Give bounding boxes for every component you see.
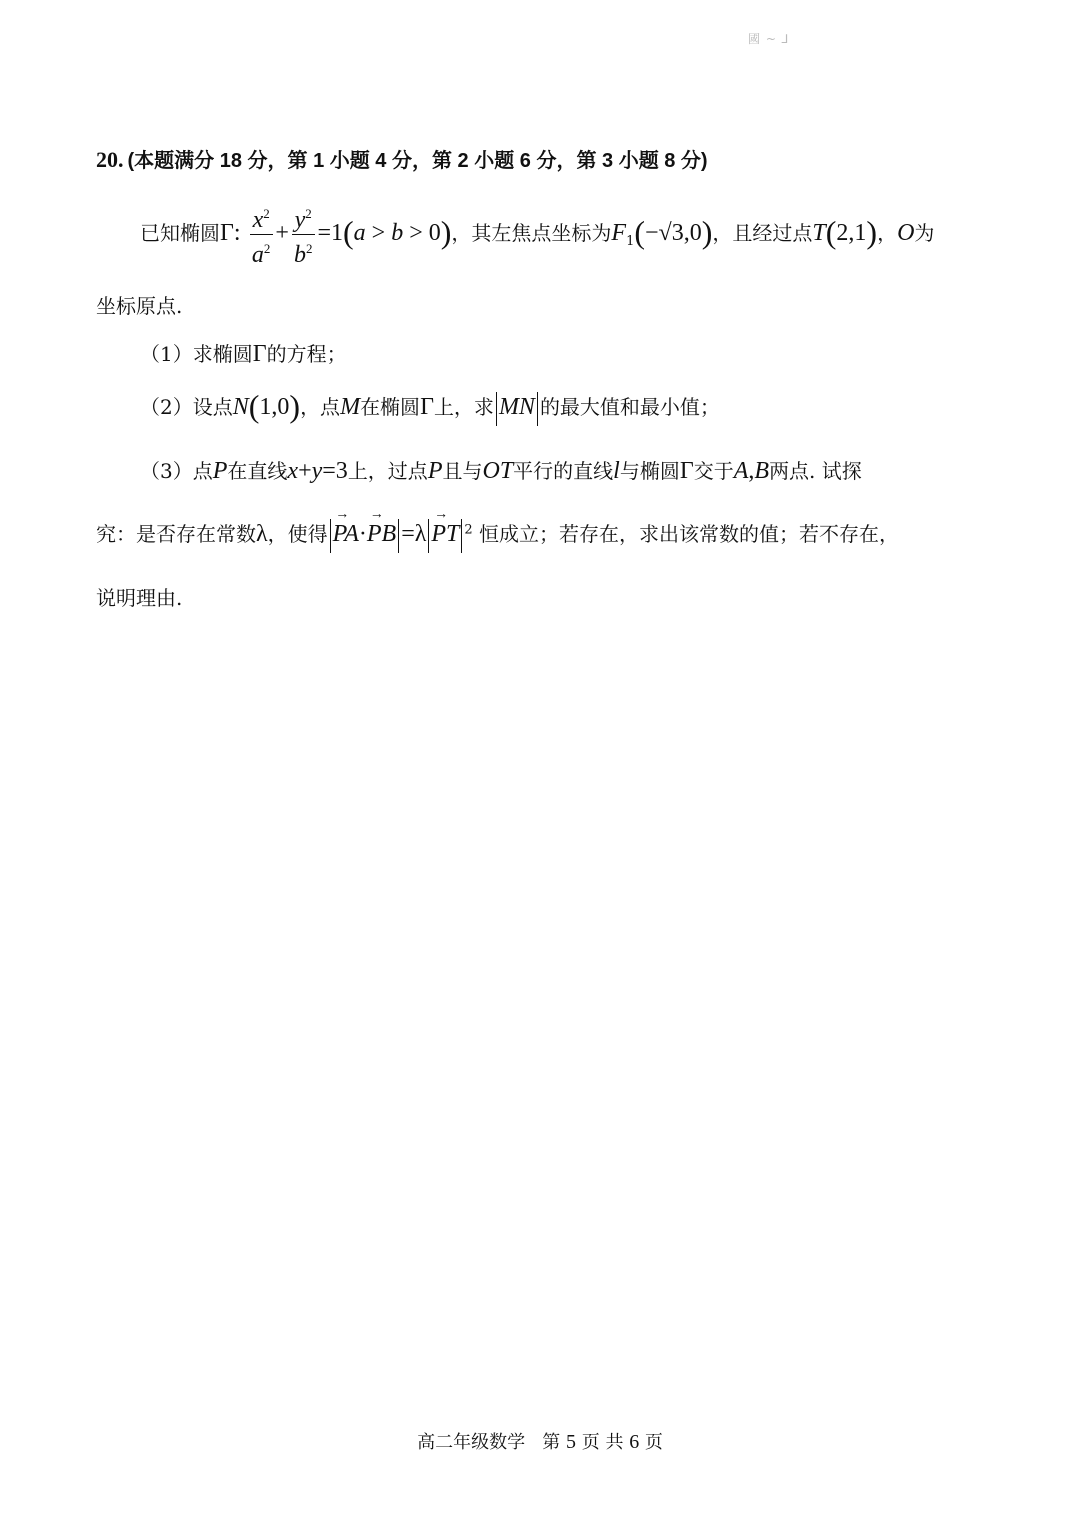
part-2: （2）设点N(1,0)，点M在椭圆Γ上，求 MN 的最大值和最小值； — [140, 388, 720, 424]
scoring-note: (本题满分 18 分，第 1 小题 4 分，第 2 小题 6 分，第 3 小题 8 分) — [127, 150, 708, 172]
question-number: 20. — [96, 147, 124, 172]
question-header — [96, 144, 708, 173]
corner-mark: 國 ~ ⅃ — [748, 32, 790, 46]
part-3-line-2: 究：是否存在常数λ，使得 PA →·PB → =λ PT → $^2$ 恒成立；若存在，求出该常数的值；若不存在， — [96, 518, 899, 553]
intro-line: 已知椭圆Γ: $\frac{x^2}{a^2}$ + $\frac{y^2}{b^2}$ =1(a > b > 0)，其左焦点坐标为$F_1(-√3,0)$，且经过点T(2,1)，O为 — [140, 200, 934, 269]
page-footer: 高二年级数学 第 5 页 共 6 页 — [417, 1431, 663, 1453]
part-3: （3）点P在直线x+y=3上，过点P且与OT平行的直线l与椭圆Γ交于A,B两点. 试探 — [140, 458, 862, 484]
part-1: （1）求椭圆Γ的方程； — [140, 341, 347, 367]
fraction-y2-b2: $\frac{y^2}{b^2}$ — [291, 200, 316, 269]
fraction-x2-a2: $\frac{x^2}{a^2}$ — [249, 200, 274, 269]
part-3-line-3: 说明理由. — [96, 586, 183, 610]
intro-line-2: 坐标原点. — [96, 294, 183, 318]
